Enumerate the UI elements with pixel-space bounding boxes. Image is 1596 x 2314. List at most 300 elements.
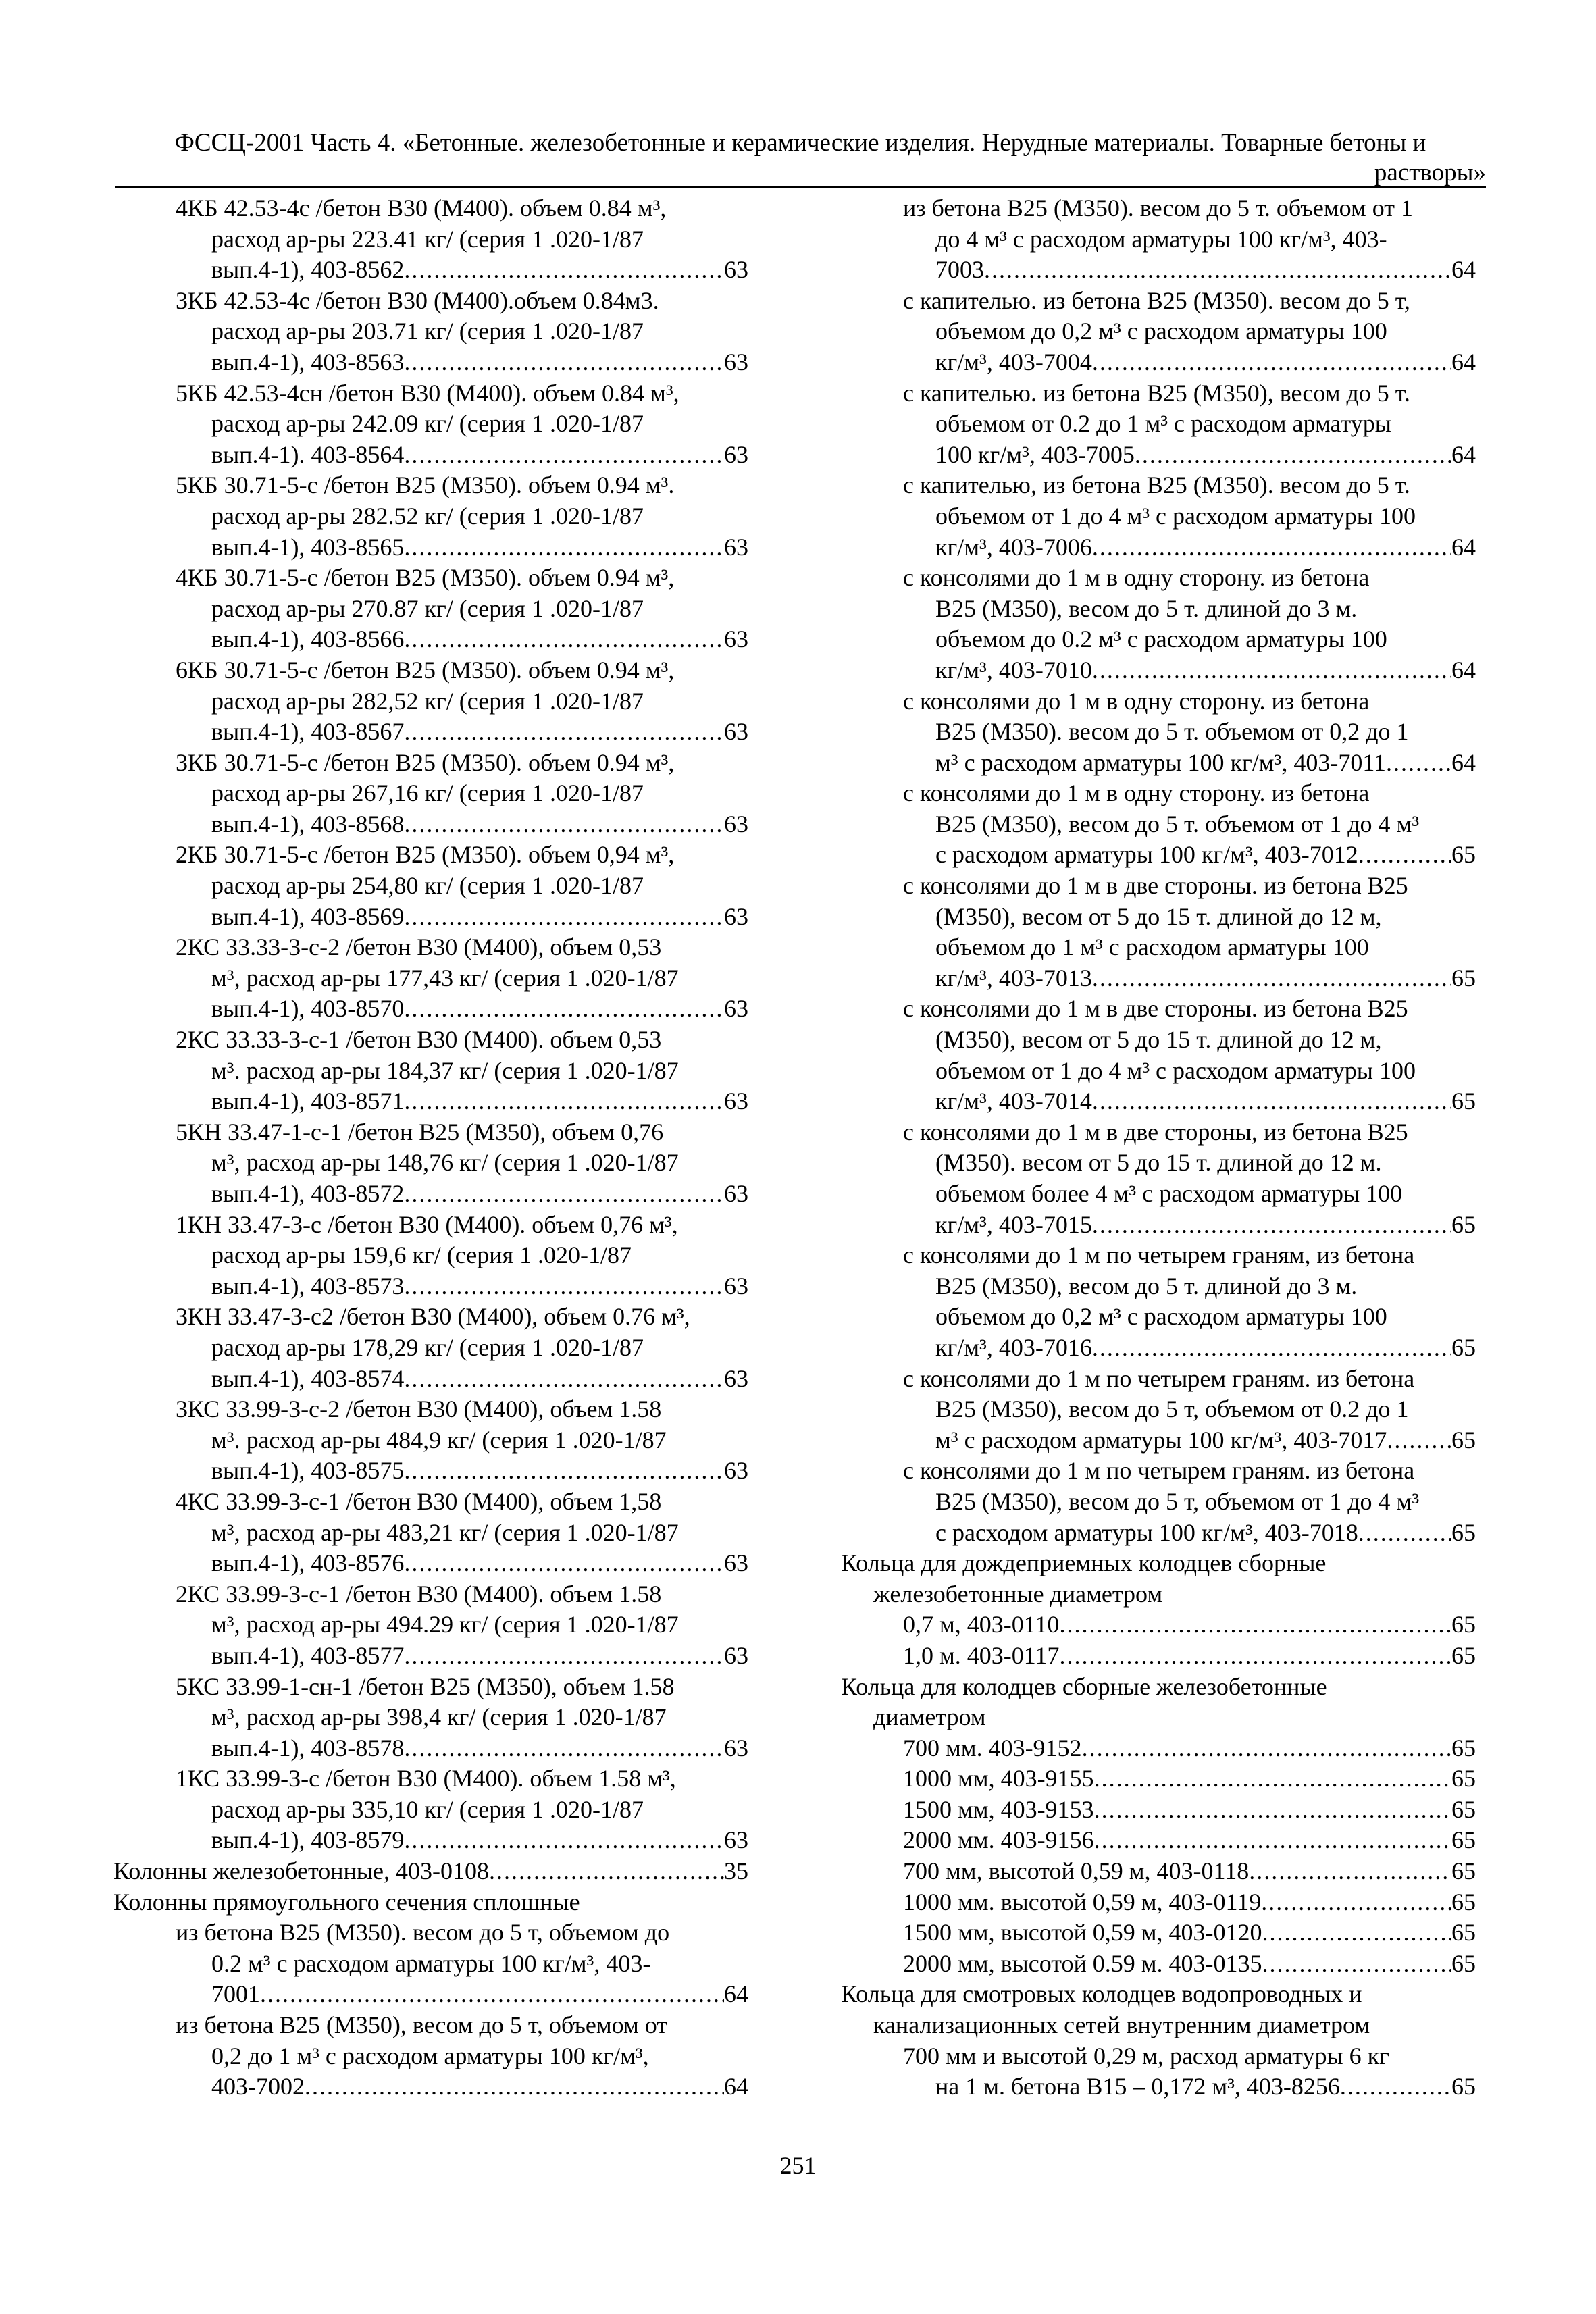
entry-text-line: объемом до 1 м³ с расходом арматуры 100 xyxy=(935,933,1369,961)
dot-leader xyxy=(404,1271,724,1302)
entry-text-line: 0,2 до 1 м³ с расходом арматуры 100 кг/м³, xyxy=(211,2042,649,2069)
entry-page-number: 63 xyxy=(724,440,748,468)
entry-text-line: с консолями до 1 м в одну сторону. из бетона xyxy=(903,564,1370,592)
index-entry xyxy=(841,1672,1476,1733)
entry-text-line: В25 (М350). весом до 5 т. объемом от 0,2 до 1 xyxy=(935,718,1409,746)
entry-text-line: м³, расход ар-ры 398,4 кг/ (серия 1 .020-1/87 xyxy=(211,1703,667,1731)
entry-leader-line xyxy=(113,1856,748,1887)
entry-page-number: 65 xyxy=(1451,1765,1476,1793)
entry-page-number: 64 xyxy=(1451,256,1476,284)
entry-text-line: 1КС 33.99-3-с /бетон В30 (М400). объем 1.58 м³, xyxy=(176,1765,676,1793)
entry-text-line: В25 (М350), весом до 5 т. длиной до 3 м. xyxy=(935,594,1358,622)
entry-text-line: канализационных сетей внутренним диаметром xyxy=(873,2011,1370,2039)
entry-text-line: расход ар-ры 223.41 кг/ (серия 1 .020-1/87 xyxy=(211,225,644,253)
entry-text-line: 4КБ 30.71-5-с /бетон В25 (М350). объем 0.94 м³, xyxy=(176,564,675,592)
entry-leader-line xyxy=(841,1887,1476,1918)
dot-leader xyxy=(1092,347,1451,378)
index-entry xyxy=(841,1733,1476,1764)
entry-text-line: 700 мм и высотой 0,29 м, расход арматуры 6 кг xyxy=(903,2042,1389,2069)
dot-leader xyxy=(1358,1518,1451,1549)
entry-text-line: В25 (М350), весом до 5 т. объемом от 1 до 4 м³ xyxy=(935,810,1420,838)
entry-reference: с расходом арматуры 100 кг/м³, 403-7018 xyxy=(935,1518,1358,1546)
entry-leader-line xyxy=(113,624,748,655)
entry-page-number: 65 xyxy=(1451,1949,1476,1977)
index-entry xyxy=(113,193,748,286)
entry-leader-line xyxy=(841,1518,1476,1549)
entry-leader-line xyxy=(113,1825,748,1856)
entry-reference: вып.4-1), 403-8567 xyxy=(211,718,405,746)
entry-text-line: 3КБ 30.71-5-с /бетон В25 (М350). объем 0.94 м³, xyxy=(176,748,675,776)
entry-text-line: объемом от 1 до 4 м³ с расходом арматуры 100 xyxy=(935,1056,1416,1084)
entry-leader-line xyxy=(841,963,1476,994)
running-header xyxy=(115,128,1486,188)
index-entry xyxy=(841,1117,1476,1240)
entry-text-line: с капителью, из бетона В25 (М350). весом до 5 т. xyxy=(903,471,1410,499)
dot-leader xyxy=(1262,1918,1451,1949)
dot-leader xyxy=(404,347,724,378)
entry-text-line: до 4 м³ с расходом арматуры 100 кг/м³, 403- xyxy=(935,225,1387,253)
index-entry xyxy=(841,1364,1476,1456)
index-entry xyxy=(113,1764,748,1856)
entry-leader-line xyxy=(841,1949,1476,1980)
entry-reference: 700 мм, высотой 0,59 м, 403-0118 xyxy=(903,1857,1250,1885)
index-entry xyxy=(113,2010,748,2103)
entry-text-line: Кольца для смотровых колодцев водопроводных и xyxy=(841,1980,1362,2008)
entry-page-number: 63 xyxy=(724,902,748,930)
entry-reference: вып.4-1), 403-8566 xyxy=(211,625,405,653)
entry-page-number: 63 xyxy=(724,348,748,376)
index-entry xyxy=(113,1487,748,1579)
index-entry xyxy=(113,470,748,563)
entry-reference: вып.4-1), 403-8574 xyxy=(211,1364,405,1392)
entry-text-line: м³, расход ар-ры 483,21 кг/ (серия 1 .020-1/87 xyxy=(211,1518,679,1546)
entry-leader-line xyxy=(841,255,1476,286)
entry-leader-line xyxy=(841,1764,1476,1795)
entry-leader-line xyxy=(113,1271,748,1302)
dot-leader xyxy=(404,717,724,748)
entry-text-line: объемом более 4 м³ с расходом арматуры 100 xyxy=(935,1180,1403,1207)
entry-page-number: 63 xyxy=(724,1180,748,1207)
index-entry xyxy=(113,655,748,748)
entry-leader-line xyxy=(113,1086,748,1117)
dot-leader xyxy=(1386,748,1451,779)
dot-leader xyxy=(305,2072,724,2103)
entry-reference: 2000 мм. 403-9156 xyxy=(903,1826,1094,1854)
entry-text-line: из бетона В25 (М350). весом до 5 т. объемом от 1 xyxy=(903,195,1414,222)
header-line-1: ФССЦ-2001 Часть 4. «Бетонные. железобетонные и керамические изделия. Нерудные материалы. Товарные бетоны и xyxy=(174,129,1426,157)
index-entry xyxy=(113,1918,748,2010)
index-entry xyxy=(841,1918,1476,1949)
entry-text-line: 1КН 33.47-3-с /бетон В30 (М400). объем 0,76 м³, xyxy=(176,1210,678,1238)
entry-reference: вып.4-1), 403-8563 xyxy=(211,348,405,376)
entry-reference: кг/м³, 403-7004 xyxy=(935,348,1092,376)
entry-page-number: 65 xyxy=(1451,1857,1476,1885)
index-entry xyxy=(113,1394,748,1487)
entry-reference: на 1 м. бетона В15 – 0,172 м³, 403-8256 xyxy=(935,2073,1340,2101)
dot-leader xyxy=(1262,1949,1451,1980)
entry-text-line: (М350), весом от 5 до 15 т. длиной до 12 м, xyxy=(935,902,1382,930)
entry-page-number: 64 xyxy=(1451,440,1476,468)
entry-page-number: 63 xyxy=(724,533,748,561)
index-entry xyxy=(841,1856,1476,1887)
entry-page-number: 63 xyxy=(724,625,748,653)
entry-text-line: объемом до 0,2 м³ с расходом арматуры 100 xyxy=(935,1303,1387,1331)
entry-text-line: расход ар-ры 178,29 кг/ (серия 1 .020-1/87 xyxy=(211,1333,644,1361)
entry-reference: 1,0 м. 403-0117 xyxy=(903,1641,1060,1669)
entry-text-line: 4КС 33.99-3-с-1 /бетон В30 (М400), объем 1,58 xyxy=(176,1487,662,1515)
entry-leader-line xyxy=(113,1456,748,1487)
index-entry xyxy=(841,2041,1476,2103)
index-entry xyxy=(841,994,1476,1116)
index-entry xyxy=(841,1949,1476,1980)
entry-leader-line xyxy=(113,2072,748,2103)
entry-page-number: 63 xyxy=(724,1457,748,1485)
entry-page-number: 65 xyxy=(1451,1333,1476,1361)
entry-reference: кг/м³, 403-7006 xyxy=(935,533,1092,561)
entry-reference: 1000 мм. высотой 0,59 м, 403-0119 xyxy=(903,1888,1262,1916)
entry-leader-line xyxy=(841,655,1476,686)
entry-leader-line xyxy=(113,1641,748,1672)
header-line-2: растворы» xyxy=(1374,159,1486,186)
entry-leader-line xyxy=(841,440,1476,471)
dot-leader xyxy=(1387,1425,1451,1456)
entry-text-line: с консолями до 1 м по четырем граням. из бетона xyxy=(903,1457,1415,1485)
entry-reference: 100 кг/м³, 403-7005 xyxy=(935,440,1135,468)
entry-leader-line xyxy=(841,1733,1476,1764)
dot-leader xyxy=(1092,1210,1451,1241)
entry-page-number: 63 xyxy=(724,1272,748,1300)
page-number: 251 xyxy=(779,2152,817,2179)
entry-leader-line xyxy=(113,1364,748,1395)
entry-text-line: с консолями до 1 м в одну сторону. из бетона xyxy=(903,687,1370,715)
dot-leader xyxy=(404,902,724,933)
entry-page-number: 64 xyxy=(724,1980,748,2008)
entry-page-number: 63 xyxy=(724,1734,748,1762)
dot-leader xyxy=(1094,1795,1451,1826)
entry-page-number: 64 xyxy=(1451,656,1476,684)
entry-text-line: Колонны прямоугольного сечения сплошные xyxy=(113,1888,580,1916)
entry-text-line: с консолями до 1 м по четырем граням, из бетона xyxy=(903,1241,1415,1269)
entry-page-number: 65 xyxy=(1451,1826,1476,1854)
entry-text-line: 2КС 33.33-3-с-1 /бетон В30 (М400). объем 0,53 xyxy=(176,1026,662,1054)
entry-text-line: 3КС 33.99-3-с-2 /бетон В30 (М400), объем 1.58 xyxy=(176,1395,662,1423)
entry-page-number: 63 xyxy=(724,256,748,284)
entry-reference: вып.4-1), 403-8577 xyxy=(211,1641,405,1669)
entry-page-number: 65 xyxy=(1451,1426,1476,1454)
entry-text-line: с капителью. из бетона В25 (М350), весом до 5 т. xyxy=(903,379,1410,407)
entry-leader-line xyxy=(113,347,748,378)
entry-leader-line xyxy=(841,1825,1476,1856)
entry-leader-line xyxy=(841,1210,1476,1241)
dot-leader xyxy=(404,1179,724,1210)
index-entry xyxy=(113,378,748,471)
index-entry xyxy=(841,1610,1476,1641)
dot-leader xyxy=(1249,1856,1451,1887)
index-entry xyxy=(113,1117,748,1210)
entry-reference: вып.4-1), 403-8579 xyxy=(211,1826,405,1854)
dot-leader xyxy=(1092,1086,1451,1117)
entry-text-line: расход ар-ры 159,6 кг/ (серия 1 .020-1/87 xyxy=(211,1241,632,1269)
entry-leader-line xyxy=(841,1918,1476,1949)
entry-text-line: из бетона В25 (М350). весом до 5 т, объемом до xyxy=(176,1919,670,1947)
index-entry xyxy=(841,1764,1476,1795)
entry-text-line: с консолями до 1 м в две стороны. из бетона В25 xyxy=(903,995,1408,1023)
entry-leader-line xyxy=(113,717,748,748)
index-entry xyxy=(113,1672,748,1764)
entry-leader-line xyxy=(113,809,748,840)
dot-leader xyxy=(1094,1825,1451,1856)
entry-page-number: 65 xyxy=(1451,2073,1476,2101)
entry-reference: вып.4-1), 403-8575 xyxy=(211,1457,405,1485)
index-entry xyxy=(841,193,1476,286)
index-entry xyxy=(841,470,1476,563)
entry-text-line: с консолями до 1 м в две стороны, из бетона В25 xyxy=(903,1118,1408,1146)
dot-leader xyxy=(404,1548,724,1579)
entry-text-line: 5КБ 30.71-5-с /бетон В25 (М350). объем 0.94 м³. xyxy=(176,471,675,499)
entry-text-line: 3КБ 42.53-4с /бетон В30 (М400).объем 0.84м3. xyxy=(176,286,659,314)
dot-leader xyxy=(1059,1610,1451,1641)
entry-page-number: 65 xyxy=(1451,1734,1476,1762)
index-entry xyxy=(113,1856,748,1887)
entry-leader-line xyxy=(113,440,748,471)
dot-leader xyxy=(1092,532,1451,563)
dot-leader xyxy=(404,532,724,563)
entry-leader-line xyxy=(113,994,748,1025)
index-entry xyxy=(113,563,748,655)
entry-text-line: 6КБ 30.71-5-с /бетон В25 (М350). объем 0.94 м³, xyxy=(176,656,675,684)
entry-text-line: 2КС 33.33-3-с-2 /бетон В30 (М400), объем 0,53 xyxy=(176,933,662,961)
dot-leader xyxy=(404,809,724,840)
index-entry xyxy=(113,1887,748,1918)
entry-text-line: 2КБ 30.71-5-с /бетон В25 (М350). объем 0,94 м³, xyxy=(176,841,675,869)
dot-leader xyxy=(1092,655,1451,686)
entry-text-line: диаметром xyxy=(873,1703,986,1731)
entry-reference: вып.4-1), 403-8562 xyxy=(211,256,405,284)
index-entry xyxy=(841,686,1476,779)
index-entry xyxy=(841,286,1476,378)
entry-leader-line xyxy=(113,1979,748,2010)
header-rule xyxy=(115,186,1486,188)
entry-page-number: 64 xyxy=(1451,533,1476,561)
entry-reference: 403-7002 xyxy=(211,2073,305,2101)
index-entry xyxy=(841,871,1476,994)
entry-text-line: м³, расход ар-ры 177,43 кг/ (серия 1 .020-1/87 xyxy=(211,964,679,992)
dot-leader xyxy=(404,624,724,655)
entry-leader-line xyxy=(841,1641,1476,1672)
entry-page-number: 65 xyxy=(1451,964,1476,992)
dot-leader xyxy=(260,1979,724,2010)
entry-text-line: из бетона В25 (М350), весом до 5 т, объемом от xyxy=(176,2011,668,2039)
entry-reference: 7003 xyxy=(935,256,984,284)
dot-leader xyxy=(1135,440,1451,471)
index-column-right xyxy=(841,193,1476,2103)
entry-leader-line xyxy=(841,347,1476,378)
entry-text-line: объемом от 1 до 4 м³ с расходом арматуры 100 xyxy=(935,502,1416,530)
index-entry xyxy=(113,840,748,932)
entry-text-line: объемом от 0.2 до 1 м³ с расходом арматуры xyxy=(935,410,1391,438)
dot-leader xyxy=(489,1856,724,1887)
entry-leader-line xyxy=(113,1548,748,1579)
dot-leader xyxy=(1059,1641,1451,1672)
entry-page-number: 35 xyxy=(724,1857,748,1885)
entry-text-line: объемом до 0,2 м³ с расходом арматуры 100 xyxy=(935,317,1387,345)
entry-page-number: 64 xyxy=(724,2073,748,2101)
index-entry xyxy=(113,1210,748,1302)
entry-text-line: железобетонные диаметром xyxy=(873,1580,1163,1608)
dot-leader xyxy=(404,1456,724,1487)
index-entry xyxy=(113,1302,748,1394)
entry-page-number: 65 xyxy=(1451,1919,1476,1947)
entry-text-line: м³, расход ар-ры 494.29 кг/ (серия 1 .020-1/87 xyxy=(211,1611,679,1639)
entry-text-line: с капителью. из бетона В25 (М350). весом до 5 т, xyxy=(903,286,1410,314)
index-entry xyxy=(841,778,1476,871)
dot-leader xyxy=(1082,1733,1451,1764)
entry-page-number: 65 xyxy=(1451,841,1476,869)
dot-leader xyxy=(1358,840,1451,871)
entry-reference: 700 мм. 403-9152 xyxy=(903,1734,1082,1762)
entry-reference: вып.4-1), 403-8568 xyxy=(211,810,405,838)
dot-leader xyxy=(1261,1887,1451,1918)
entry-page-number: 63 xyxy=(724,810,748,838)
entry-reference: 0,7 м, 403-0110 xyxy=(903,1611,1060,1639)
entry-page-number: 63 xyxy=(724,1364,748,1392)
index-entry xyxy=(841,1456,1476,1548)
dot-leader xyxy=(404,994,724,1025)
entry-reference: м³ с расходом арматуры 100 кг/м³, 403-7017 xyxy=(935,1426,1387,1454)
index-entry xyxy=(113,286,748,378)
entry-text-line: 5КС 33.99-1-сн-1 /бетон В25 (М350), объем 1.58 xyxy=(176,1672,675,1700)
entry-reference: вып.4-1), 403-8569 xyxy=(211,902,405,930)
entry-page-number: 64 xyxy=(1451,748,1476,776)
dot-leader xyxy=(404,1825,724,1856)
entry-page-number: 65 xyxy=(1451,1210,1476,1238)
entry-text-line: объемом до 0.2 м³ с расходом арматуры 100 xyxy=(935,625,1387,653)
entry-text-line: расход ар-ры 267,16 кг/ (серия 1 .020-1/87 xyxy=(211,779,644,807)
entry-text-line: Кольца для колодцев сборные железобетонные xyxy=(841,1672,1327,1700)
index-entry xyxy=(841,1795,1476,1826)
entry-text-line: м³. расход ар-ры 484,9 кг/ (серия 1 .020-1/87 xyxy=(211,1426,667,1454)
entry-reference: м³ с расходом арматуры 100 кг/м³, 403-7011 xyxy=(935,748,1386,776)
entry-reference: с расходом арматуры 100 кг/м³, 403-7012 xyxy=(935,841,1358,869)
entry-leader-line xyxy=(113,1179,748,1210)
entry-text-line: расход ар-ры 242.09 кг/ (серия 1 .020-1/87 xyxy=(211,410,644,438)
entry-reference: 7001 xyxy=(211,1980,260,2008)
entry-leader-line xyxy=(841,1425,1476,1456)
entry-leader-line xyxy=(113,902,748,933)
entry-text-line: расход ар-ры 254,80 кг/ (серия 1 .020-1/87 xyxy=(211,872,644,900)
index-entry xyxy=(113,1579,748,1672)
entry-page-number: 63 xyxy=(724,1826,748,1854)
entry-reference: вып.4-1). 403-8564 xyxy=(211,440,405,468)
dot-leader xyxy=(404,440,724,471)
entry-leader-line xyxy=(841,1856,1476,1887)
entry-leader-line xyxy=(841,532,1476,563)
entry-text-line: расход ар-ры 335,10 кг/ (серия 1 .020-1/87 xyxy=(211,1795,644,1823)
entry-leader-line xyxy=(841,2072,1476,2103)
entry-page-number: 63 xyxy=(724,718,748,746)
index-entry xyxy=(113,1025,748,1117)
index-entry xyxy=(841,1887,1476,1918)
entry-reference: вып.4-1), 403-8571 xyxy=(211,1087,405,1115)
entry-reference: кг/м³, 403-7013 xyxy=(935,964,1092,992)
entry-reference: кг/м³, 403-7016 xyxy=(935,1333,1092,1361)
entry-page-number: 65 xyxy=(1451,1795,1476,1823)
entry-text-line: 5КН 33.47-1-с-1 /бетон В25 (М350), объем 0,76 xyxy=(176,1118,664,1146)
entry-reference: кг/м³, 403-7015 xyxy=(935,1210,1092,1238)
entry-reference: кг/м³, 403-7014 xyxy=(935,1087,1092,1115)
entry-reference: вып.4-1), 403-8570 xyxy=(211,995,405,1023)
entry-page-number: 65 xyxy=(1451,1611,1476,1639)
entry-reference: вып.4-1), 403-8578 xyxy=(211,1734,405,1762)
index-entry xyxy=(841,1641,1476,1672)
entry-text-line: расход ар-ры 282,52 кг/ (серия 1 .020-1/87 xyxy=(211,687,644,715)
dot-leader xyxy=(404,1364,724,1395)
entry-reference: вып.4-1), 403-8573 xyxy=(211,1272,405,1300)
entry-leader-line xyxy=(113,255,748,286)
dot-leader xyxy=(1092,1333,1451,1364)
index-entry xyxy=(113,748,748,840)
entry-page-number: 64 xyxy=(1451,348,1476,376)
entry-text-line: В25 (М350), весом до 5 т, объемом от 1 до 4 м³ xyxy=(935,1487,1420,1515)
entry-text-line: с консолями до 1 м в одну сторону. из бетона xyxy=(903,779,1370,807)
entry-page-number: 65 xyxy=(1451,1888,1476,1916)
entry-text-line: В25 (М350), весом до 5 т. длиной до 3 м. xyxy=(935,1272,1358,1300)
entry-reference: 2000 мм, высотой 0.59 м. 403-0135 xyxy=(903,1949,1262,1977)
dot-leader xyxy=(404,1086,724,1117)
index-entry xyxy=(841,563,1476,686)
entry-leader-line xyxy=(113,532,748,563)
entry-text-line: 5КБ 42.53-4сн /бетон В30 (М400). объем 0.84 м³, xyxy=(176,379,679,407)
entry-text-line: с консолями до 1 м по четырем граням. из бетона xyxy=(903,1364,1415,1392)
index-entry xyxy=(841,1979,1476,2040)
entry-reference: вып.4-1), 403-8572 xyxy=(211,1180,405,1207)
entry-text-line: расход ар-ры 282.52 кг/ (серия 1 .020-1/87 xyxy=(211,502,644,530)
index-entry xyxy=(841,1825,1476,1856)
entry-reference: вып.4-1), 403-8576 xyxy=(211,1549,405,1577)
entry-leader-line xyxy=(841,1086,1476,1117)
entry-reference: Колонны железобетонные, 403-0108 xyxy=(113,1857,489,1885)
entry-leader-line xyxy=(841,1610,1476,1641)
index-entry xyxy=(113,932,748,1025)
entry-leader-line xyxy=(841,1333,1476,1364)
entry-reference: вып.4-1), 403-8565 xyxy=(211,533,405,561)
entry-page-number: 63 xyxy=(724,1641,748,1669)
dot-leader xyxy=(1340,2072,1451,2103)
index-entry xyxy=(841,1240,1476,1363)
entry-reference: кг/м³, 403-7010 xyxy=(935,656,1092,684)
entry-text-line: В25 (М350), весом до 5 т, объемом от 0.2 до 1 xyxy=(935,1395,1409,1423)
index-column-left xyxy=(113,193,748,2103)
dot-leader xyxy=(984,255,1451,286)
entry-page-number: 65 xyxy=(1451,1518,1476,1546)
entry-page-number: 63 xyxy=(724,995,748,1023)
entry-page-number: 63 xyxy=(724,1087,748,1115)
index-entry xyxy=(841,378,1476,471)
entry-text-line: 4КБ 42.53-4с /бетон В30 (М400). объем 0.84 м³, xyxy=(176,195,667,222)
entry-reference: 1000 мм, 403-9155 xyxy=(903,1765,1094,1793)
entry-leader-line xyxy=(841,840,1476,871)
entry-text-line: 3КН 33.47-3-с2 /бетон В30 (М400), объем 0.76 м³, xyxy=(176,1303,690,1331)
dot-leader xyxy=(404,1733,724,1764)
entry-text-line: (М350), весом от 5 до 15 т. длиной до 12 м, xyxy=(935,1026,1382,1054)
index-entry xyxy=(841,1548,1476,1610)
entry-page-number: 65 xyxy=(1451,1641,1476,1669)
entry-text-line: Кольца для дождеприемных колодцев сборные xyxy=(841,1549,1327,1577)
dot-leader xyxy=(404,255,724,286)
dot-leader xyxy=(1092,963,1451,994)
dot-leader xyxy=(404,1641,724,1672)
entry-text-line: 2КС 33.99-3-с-1 /бетон В30 (М400). объем 1.58 xyxy=(176,1580,662,1608)
